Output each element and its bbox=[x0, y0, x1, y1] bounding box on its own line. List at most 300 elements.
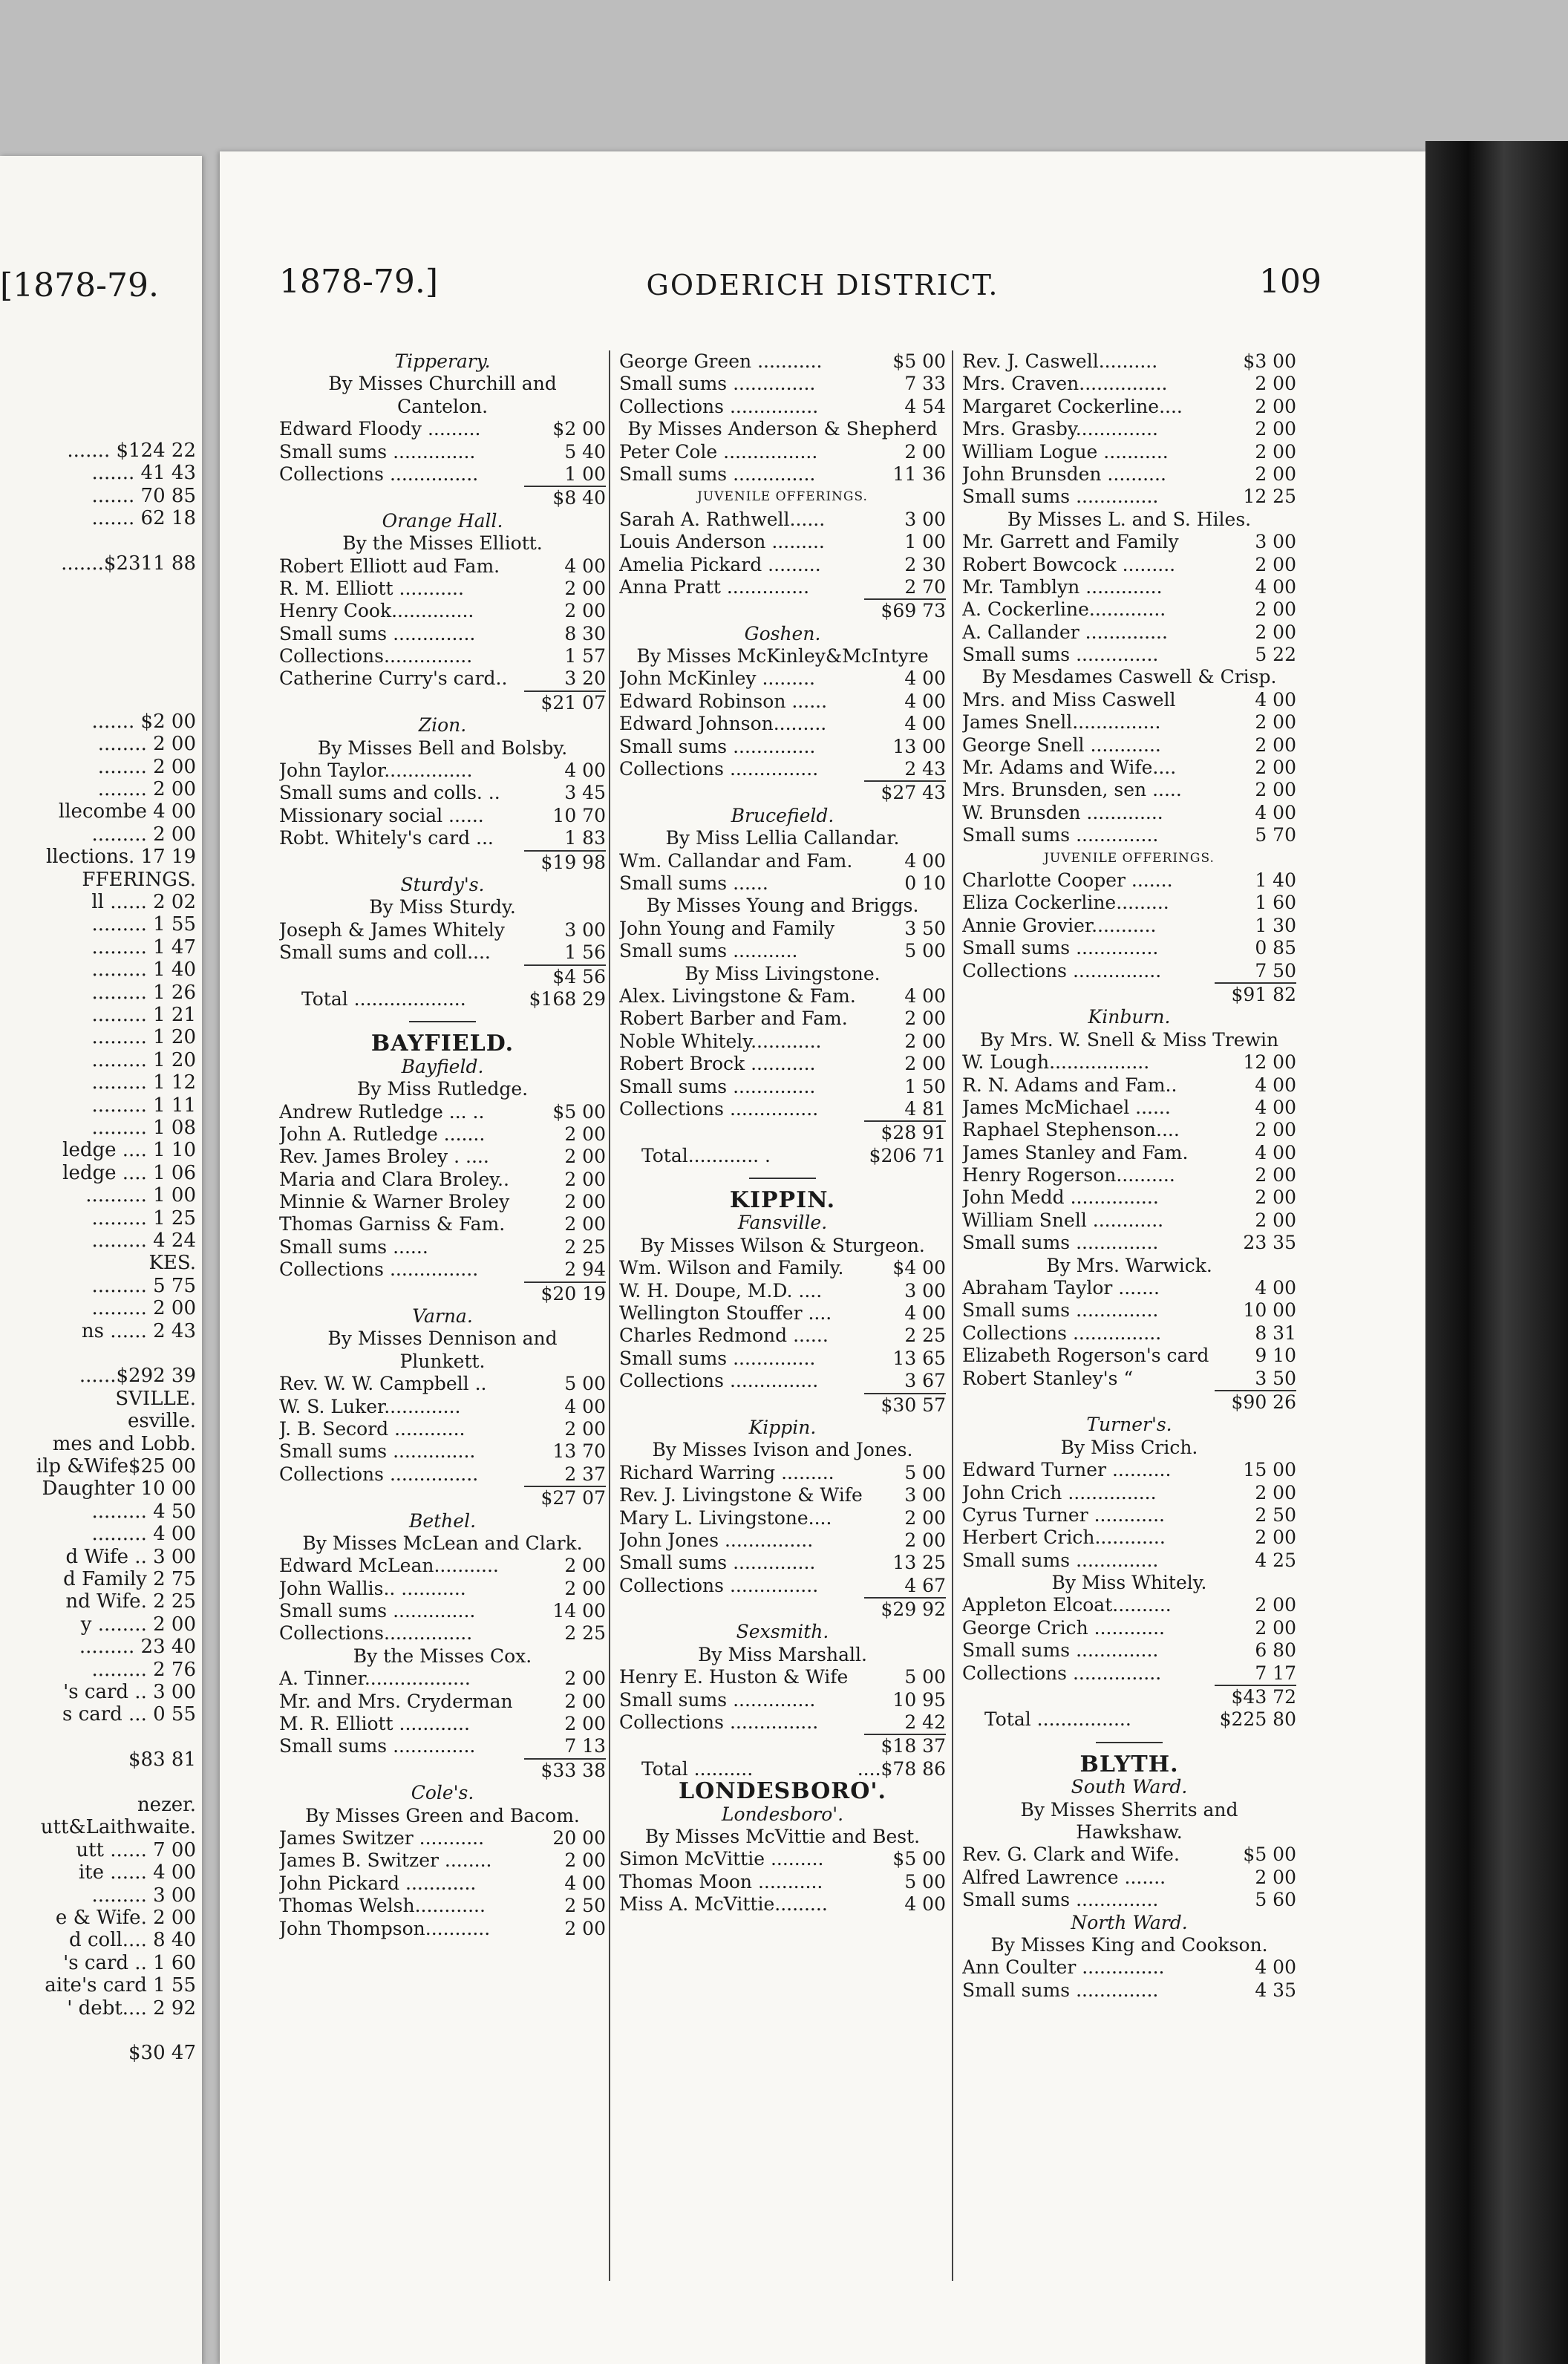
entry-line bbox=[279, 600, 606, 622]
entry-amount: 2 00 bbox=[904, 1030, 946, 1052]
facing-page-line: $30 47 bbox=[128, 2042, 196, 2065]
entry-amount: 10 00 bbox=[1243, 1299, 1296, 1322]
entry-line bbox=[619, 1325, 946, 1347]
entry-amount: 2 00 bbox=[564, 1577, 606, 1599]
entry-amount: 4 00 bbox=[1255, 1277, 1296, 1299]
facing-page-line: 's card .. 3 00 bbox=[63, 1681, 196, 1703]
entry-amount: 2 50 bbox=[1255, 1503, 1296, 1526]
entry-line bbox=[962, 1617, 1296, 1639]
entry-name: Small sums .............. bbox=[962, 1299, 1159, 1322]
entry-name: Thomas Garniss & Fam. bbox=[279, 1213, 506, 1235]
entry-name: Small sums .............. bbox=[279, 440, 476, 463]
entry-line bbox=[619, 985, 946, 1008]
entry-name: Small sums .............. bbox=[962, 1889, 1159, 1911]
column-1 bbox=[279, 350, 606, 1940]
entry-amount: $3 00 bbox=[1243, 350, 1296, 372]
entry-name: Mr. Garrett and Family bbox=[962, 531, 1179, 553]
entry-amount: 4 00 bbox=[1255, 1956, 1296, 1979]
entry-line bbox=[962, 915, 1296, 937]
entry-line bbox=[619, 758, 946, 780]
running-header-district: GODERICH DISTRICT. bbox=[646, 269, 999, 301]
subscriber-heading: By Mrs. W. Snell & Miss Trewin bbox=[979, 1028, 1279, 1051]
entry-name: Small sums .............. bbox=[962, 824, 1159, 846]
entry-line bbox=[279, 1895, 606, 1917]
entry-amount: 4 54 bbox=[904, 395, 946, 417]
entry-name: Collections ............... bbox=[279, 1463, 479, 1485]
facing-page-line: ......... 1 11 bbox=[91, 1094, 196, 1117]
entry-line bbox=[619, 1302, 946, 1325]
entry-amount: 1 50 bbox=[904, 1075, 946, 1097]
entry-amount: 2 00 bbox=[564, 1213, 606, 1235]
entry-line bbox=[619, 1031, 946, 1053]
entry-amount: 4 25 bbox=[1255, 1549, 1296, 1571]
entry-amount: 3 00 bbox=[564, 918, 606, 941]
entry-amount: 4 00 bbox=[564, 555, 606, 577]
entry-name: Edward Johnson......... bbox=[619, 713, 827, 735]
entry-line bbox=[619, 531, 946, 553]
facing-page-line: y ........ 2 00 bbox=[80, 1613, 196, 1636]
juvenile-heading: JUVENILE OFFERINGS. bbox=[1044, 850, 1215, 866]
entry-amount: 7 13 bbox=[564, 1735, 606, 1757]
facing-page-line: ......... 1 08 bbox=[91, 1117, 196, 1139]
entry-name: Edward Robinson ...... bbox=[619, 690, 828, 712]
facing-page-line: mes and Lobb. bbox=[52, 1432, 196, 1455]
entry-line bbox=[279, 782, 606, 804]
entry-line bbox=[962, 598, 1296, 621]
entry-name: John Crich ............... bbox=[962, 1481, 1157, 1503]
entry-line bbox=[962, 1277, 1296, 1299]
subscriber-heading: By the Misses Elliott. bbox=[342, 532, 543, 555]
entry-line bbox=[279, 1191, 606, 1213]
subscriber-heading: By Misses Wilson & Sturgeon. bbox=[640, 1234, 925, 1256]
entry-line bbox=[962, 779, 1296, 801]
subscriber-heading: By Misses McVittie and Best. bbox=[644, 1826, 921, 1847]
entry-name: R. N. Adams and Fam.. bbox=[962, 1074, 1177, 1096]
entry-line bbox=[279, 1463, 606, 1486]
entry-name: John Brunsden .......... bbox=[962, 463, 1166, 485]
subtotal: $29 92 bbox=[864, 1597, 946, 1621]
column-2 bbox=[619, 350, 946, 1916]
entry-line bbox=[279, 1101, 606, 1123]
entry-line bbox=[619, 940, 946, 962]
entry-name: A. Cockerline............. bbox=[962, 598, 1166, 621]
entry-line bbox=[962, 350, 1296, 373]
entry-name: Small sums .............. bbox=[962, 937, 1159, 959]
facing-page-line: ......... 2 00 bbox=[91, 823, 196, 846]
entry-name: Noble Whitely............ bbox=[619, 1030, 822, 1052]
entry-line bbox=[962, 554, 1296, 576]
entry-line bbox=[962, 1956, 1296, 1979]
entry-name: Rev. W. W. Campbell .. bbox=[279, 1373, 487, 1395]
entry-amount: 2 00 bbox=[1255, 621, 1296, 643]
entry-amount: 4 00 bbox=[1255, 1074, 1296, 1096]
entry-name: Thomas Moon ........... bbox=[619, 1870, 823, 1893]
entry-line bbox=[619, 1893, 946, 1916]
entry-line bbox=[619, 872, 946, 895]
entry-amount: 3 50 bbox=[1255, 1367, 1296, 1389]
entry-amount: 2 94 bbox=[564, 1258, 606, 1281]
entry-amount: 5 00 bbox=[904, 940, 946, 962]
facing-page-line: d Family 2 75 bbox=[63, 1568, 196, 1590]
entry-amount: 1 56 bbox=[564, 941, 606, 964]
entry-amount: 4 00 bbox=[904, 849, 946, 872]
entry-name: William Logue ........... bbox=[962, 440, 1169, 463]
entry-name: John Wallis.. ........... bbox=[279, 1577, 466, 1599]
entry-name: Appleton Elcoat.......... bbox=[962, 1594, 1172, 1616]
subtotal: $90 26 bbox=[1215, 1390, 1296, 1414]
subscriber-heading: By Misses Anderson & Shepherd bbox=[627, 418, 938, 440]
entry-name: Small sums .............. bbox=[962, 1639, 1159, 1662]
subscriber-heading: By Misses Sherrits and bbox=[1020, 1798, 1238, 1821]
subtotal: $20 19 bbox=[524, 1281, 606, 1305]
entry-name: James McMichael ...... bbox=[962, 1096, 1171, 1118]
entry-amount: 2 25 bbox=[564, 1622, 606, 1645]
entry-name: Missionary social ...... bbox=[279, 804, 484, 826]
entry-name: Robert Elliott aud Fam. bbox=[279, 555, 500, 577]
entry-name: Small sums .............. bbox=[279, 1735, 476, 1757]
entry-amount: 2 00 bbox=[1255, 1616, 1296, 1639]
entry-amount: 7 50 bbox=[1255, 959, 1296, 982]
entry-line bbox=[962, 531, 1296, 553]
facing-page-line: ......... 1 55 bbox=[91, 913, 196, 936]
entry-name: Small sums ...... bbox=[619, 872, 768, 894]
entry-line bbox=[619, 1575, 946, 1597]
entry-name: George Snell ............ bbox=[962, 734, 1161, 756]
entry-amount: 4 00 bbox=[1255, 801, 1296, 823]
entry-line bbox=[279, 578, 606, 600]
entry-amount: 2 00 bbox=[1255, 463, 1296, 485]
entry-line bbox=[962, 734, 1296, 757]
entry-line bbox=[279, 1872, 606, 1895]
entry-name: Annie Grovier........... bbox=[962, 914, 1157, 936]
page-number: 109 bbox=[1259, 263, 1322, 301]
entry-name: Edward Turner .......... bbox=[962, 1459, 1172, 1481]
entry-line bbox=[962, 1232, 1296, 1254]
subscriber-heading: Cantelon. bbox=[396, 395, 489, 417]
entry-amount: 2 00 bbox=[904, 1506, 946, 1529]
entry-line bbox=[279, 1418, 606, 1440]
entry-name: W. H. Doupe, M.D. .... bbox=[619, 1279, 823, 1302]
entry-name: Wm. Wilson and Family. bbox=[619, 1257, 844, 1279]
entry-amount: 13 65 bbox=[892, 1347, 946, 1369]
facing-page-line: ......... 5 75 bbox=[91, 1274, 196, 1297]
entry-amount: 5 40 bbox=[564, 440, 606, 463]
entry-name: Catherine Curry's card.. bbox=[279, 667, 508, 690]
entry-amount: 11 36 bbox=[892, 463, 946, 485]
entry-amount: 0 85 bbox=[1255, 937, 1296, 959]
entry-name: Elizabeth Rogerson's card bbox=[962, 1345, 1209, 1367]
entry-name: John Thompson........... bbox=[279, 1917, 491, 1939]
entry-name: W. Lough................. bbox=[962, 1051, 1150, 1074]
entry-amount: 2 00 bbox=[1255, 779, 1296, 801]
facing-page-line: ....... 62 18 bbox=[91, 507, 196, 530]
entry-line bbox=[619, 1076, 946, 1098]
entry-line bbox=[279, 1713, 606, 1735]
facing-page-line: .......... 1 00 bbox=[85, 1184, 196, 1207]
entry-amount: 4 67 bbox=[904, 1574, 946, 1596]
entry-name: Thomas Welsh............ bbox=[279, 1895, 486, 1917]
facing-page-line: ......$292 39 bbox=[79, 1365, 196, 1388]
entry-name: John A. Rutledge ....... bbox=[279, 1123, 486, 1145]
entry-line bbox=[619, 1529, 946, 1552]
entry-amount: 2 00 bbox=[904, 440, 946, 463]
entry-amount: 5 00 bbox=[904, 1870, 946, 1893]
entry-name: Small sums .............. bbox=[962, 1979, 1159, 2001]
entry-line bbox=[279, 941, 606, 964]
entry-line bbox=[279, 418, 606, 440]
entry-amount: 2 25 bbox=[904, 1325, 946, 1347]
entry-line bbox=[962, 1594, 1296, 1616]
entry-line bbox=[619, 463, 946, 486]
place-heading: Varna. bbox=[412, 1305, 473, 1328]
entry-name: Abraham Taylor ....... bbox=[962, 1277, 1160, 1299]
entry-amount: $168 29 bbox=[529, 987, 606, 1010]
entry-name: Small sums .............. bbox=[619, 373, 816, 395]
place-heading: Sturdy's. bbox=[400, 873, 485, 895]
entry-amount: 4 00 bbox=[1255, 1141, 1296, 1163]
circuit-heading: LONDESBORO'. bbox=[679, 1778, 886, 1805]
entry-name: Small sums .............. bbox=[279, 1600, 476, 1622]
entry-amount: 13 25 bbox=[892, 1552, 946, 1574]
entry-amount: 2 00 bbox=[1255, 418, 1296, 440]
entry-name: Collections ............... bbox=[619, 1711, 819, 1734]
entry-line bbox=[279, 1849, 606, 1872]
entry-amount: 5 60 bbox=[1255, 1889, 1296, 1911]
entry-name: Collections ............... bbox=[619, 758, 819, 780]
facing-page-header: [1878-79. bbox=[0, 267, 159, 304]
facing-page-line: ......... 4 00 bbox=[91, 1523, 196, 1546]
entry-name: Richard Warring ......... bbox=[619, 1461, 834, 1483]
subscriber-heading: By Miss Rutledge. bbox=[356, 1078, 529, 1100]
subscriber-heading: By the Misses Cox. bbox=[353, 1645, 532, 1667]
entry-amount: 10 70 bbox=[552, 804, 606, 826]
entry-name: Andrew Rutledge ... .. bbox=[279, 1100, 485, 1123]
entry-name: Small sums .............. bbox=[619, 735, 816, 757]
entry-name: George Crich ............ bbox=[962, 1616, 1165, 1639]
entry-amount: 7 17 bbox=[1255, 1662, 1296, 1684]
entry-line bbox=[962, 418, 1296, 440]
entry-line bbox=[619, 441, 946, 463]
subscriber-heading: By Misses Young and Briggs. bbox=[646, 895, 919, 917]
entry-amount: 2 25 bbox=[564, 1235, 606, 1258]
entry-line bbox=[619, 1008, 946, 1030]
facing-page-line: 's card .. 1 60 bbox=[63, 1951, 196, 1974]
entry-line bbox=[962, 1345, 1296, 1367]
entry-line bbox=[279, 1578, 606, 1600]
entry-name: Collections ............... bbox=[962, 959, 1162, 982]
entry-amount: 2 00 bbox=[1255, 598, 1296, 621]
entry-line bbox=[962, 1051, 1296, 1074]
entry-name: Edward McLean........... bbox=[279, 1555, 499, 1577]
place-heading: Fansville. bbox=[737, 1212, 828, 1234]
entry-name: Henry Rogerson.......... bbox=[962, 1164, 1175, 1186]
entry-amount: 2 00 bbox=[564, 1417, 606, 1440]
entry-name: Mrs. and Miss Caswell bbox=[962, 688, 1176, 711]
entry-line bbox=[619, 1257, 946, 1279]
entry-amount: 12 00 bbox=[1243, 1051, 1296, 1074]
facing-page-line: ......... 1 40 bbox=[91, 959, 196, 982]
entry-name: Alfred Lawrence ....... bbox=[962, 1866, 1166, 1888]
subscriber-heading: By Mesdames Caswell & Crisp. bbox=[981, 666, 1277, 688]
subscriber-heading: By Miss Whitely. bbox=[1051, 1572, 1207, 1594]
entry-amount: 23 35 bbox=[1243, 1232, 1296, 1254]
place-heading: Kippin. bbox=[748, 1416, 817, 1438]
entry-line bbox=[279, 1555, 606, 1577]
entry-amount: 2 00 bbox=[564, 600, 606, 622]
entry-amount: 4 00 bbox=[904, 985, 946, 1007]
entry-name: W. Brunsden ............. bbox=[962, 801, 1163, 823]
entry-line bbox=[962, 1504, 1296, 1527]
entry-line bbox=[279, 441, 606, 463]
entry-amount: 2 00 bbox=[1255, 373, 1296, 395]
entry-amount: 4 00 bbox=[904, 667, 946, 690]
entry-line bbox=[279, 919, 606, 941]
entry-line bbox=[279, 1146, 606, 1168]
entry-name: Small sums .............. bbox=[619, 1688, 816, 1711]
entry-line bbox=[962, 1979, 1296, 2002]
entry-amount: 4 00 bbox=[564, 760, 606, 782]
facing-page-line: esville. bbox=[127, 1410, 196, 1433]
entry-amount: $5 00 bbox=[892, 350, 946, 372]
entry-amount: 2 00 bbox=[1255, 1866, 1296, 1888]
entry-line bbox=[962, 802, 1296, 824]
entry-line bbox=[279, 1213, 606, 1235]
entry-line bbox=[279, 623, 606, 645]
entry-amount: 4 00 bbox=[564, 1395, 606, 1417]
facing-page-line: ......... 2 00 bbox=[91, 1297, 196, 1320]
entry-name: William Snell ............ bbox=[962, 1209, 1164, 1231]
entry-name: Small sums ...... bbox=[279, 1235, 428, 1258]
entry-line bbox=[962, 463, 1296, 486]
subscriber-heading: Plunkett. bbox=[399, 1350, 486, 1372]
entry-line bbox=[279, 555, 606, 578]
facing-page-line: ......... 3 00 bbox=[91, 1884, 196, 1907]
entry-amount: $5 00 bbox=[552, 1100, 606, 1123]
subscriber-heading: By Miss Marshall. bbox=[698, 1643, 867, 1665]
facing-page-line: d Wife .. 3 00 bbox=[65, 1545, 196, 1568]
entry-name: Collections............... bbox=[279, 645, 473, 667]
entry-name: Amelia Pickard ......... bbox=[619, 553, 821, 575]
entry-line bbox=[962, 1639, 1296, 1662]
facing-page-line: nezer. bbox=[137, 1794, 196, 1816]
facing-page-line: ......... 1 21 bbox=[91, 1004, 196, 1026]
entry-amount: $2 00 bbox=[552, 418, 606, 440]
subscriber-heading: By Mrs. Warwick. bbox=[1046, 1254, 1212, 1276]
subscriber-heading: By Misses Ivison and Jones. bbox=[652, 1439, 913, 1461]
entry-name: John McKinley ......... bbox=[619, 667, 815, 690]
section-rule bbox=[749, 1178, 816, 1179]
entry-line bbox=[962, 576, 1296, 598]
entry-amount: 2 00 bbox=[564, 1146, 606, 1168]
entry-name: Small sums and colls. .. bbox=[279, 782, 500, 804]
entry-name: Small sums .............. bbox=[279, 1440, 476, 1463]
entry-name: Small sums and coll.... bbox=[279, 941, 491, 964]
entry-amount: 2 00 bbox=[564, 1849, 606, 1872]
entry-amount: 2 37 bbox=[564, 1463, 606, 1485]
place-heading: Bethel. bbox=[408, 1509, 477, 1532]
entry-amount: 2 00 bbox=[904, 1053, 946, 1075]
entry-amount: 5 00 bbox=[904, 1461, 946, 1483]
entry-amount: 4 00 bbox=[904, 1302, 946, 1325]
entry-line bbox=[962, 1097, 1296, 1119]
entry-name: Mary L. Livingstone.... bbox=[619, 1506, 832, 1529]
entry-name: James Snell............... bbox=[962, 711, 1161, 734]
entry-line bbox=[619, 509, 946, 531]
facing-page-line: ......... 1 26 bbox=[91, 981, 196, 1004]
entry-amount: 8 31 bbox=[1255, 1322, 1296, 1344]
entry-line bbox=[619, 1871, 946, 1893]
entry-name: John Jones ............... bbox=[619, 1529, 814, 1551]
subscriber-heading: By Misses Churchill and bbox=[328, 373, 557, 395]
entry-amount: 2 00 bbox=[564, 1690, 606, 1712]
column-divider bbox=[609, 350, 610, 2281]
entry-name: Wm. Callandar and Fam. bbox=[619, 849, 853, 872]
book-spine bbox=[1425, 141, 1568, 2364]
subtotal: $43 72 bbox=[1215, 1685, 1296, 1708]
entry-amount: 5 00 bbox=[904, 1666, 946, 1688]
facing-page-line: e & Wife. 2 00 bbox=[55, 1907, 196, 1929]
entry-line bbox=[619, 396, 946, 418]
entry-line bbox=[619, 1484, 946, 1506]
entry-name: Collections ............... bbox=[619, 1097, 819, 1120]
subscriber-heading: By Miss Sturdy. bbox=[369, 896, 516, 918]
entry-amount: 2 00 bbox=[564, 1555, 606, 1577]
total-line bbox=[619, 1145, 946, 1167]
entry-amount: 2 50 bbox=[564, 1895, 606, 1917]
entry-name: Mr. and Mrs. Cryderman bbox=[279, 1690, 513, 1712]
entry-name: Margaret Cockerline.... bbox=[962, 395, 1183, 417]
place-heading: North Ward. bbox=[1071, 1911, 1188, 1933]
subscriber-heading: By Misses McKinley&McIntyre bbox=[636, 645, 929, 667]
facing-page-line: ........ 2 00 bbox=[97, 778, 196, 800]
facing-page-line: ....... $124 22 bbox=[67, 440, 196, 462]
entry-amount: 2 00 bbox=[564, 1668, 606, 1690]
subtotal: $19 98 bbox=[524, 850, 606, 874]
entry-name: Charles Redmond ...... bbox=[619, 1325, 829, 1347]
entry-line bbox=[962, 441, 1296, 463]
entry-name: Small sums .............. bbox=[279, 622, 476, 644]
entry-line bbox=[962, 711, 1296, 734]
entry-line bbox=[619, 667, 946, 690]
entry-name: Small sums .............. bbox=[619, 1075, 816, 1097]
entry-line bbox=[619, 918, 946, 940]
subscriber-heading: By Miss Lellia Callandar. bbox=[665, 827, 900, 849]
subscriber-heading: Hawkshaw. bbox=[1076, 1821, 1183, 1843]
entry-line bbox=[619, 1280, 946, 1302]
facing-page-line: ......... 1 47 bbox=[91, 936, 196, 959]
entry-amount: 3 00 bbox=[904, 1279, 946, 1302]
subscriber-heading: By Miss Crich. bbox=[1060, 1436, 1198, 1458]
entry-line bbox=[279, 1691, 606, 1713]
entry-line bbox=[279, 827, 606, 849]
entry-amount: 3 20 bbox=[564, 667, 606, 690]
entry-amount: 2 00 bbox=[1255, 1527, 1296, 1549]
entry-line bbox=[619, 1689, 946, 1711]
entry-name: Small sums .............. bbox=[619, 1552, 816, 1574]
subtotal: $18 37 bbox=[864, 1734, 946, 1757]
entry-line bbox=[962, 1527, 1296, 1549]
entry-line bbox=[619, 1348, 946, 1370]
entry-name: Anna Pratt .............. bbox=[619, 575, 810, 598]
entry-name: Small sums ........... bbox=[619, 940, 798, 962]
entry-amount: 10 95 bbox=[892, 1688, 946, 1711]
entry-amount: 1 57 bbox=[564, 645, 606, 667]
entry-amount: 2 00 bbox=[564, 1713, 606, 1735]
entry-line bbox=[279, 1258, 606, 1281]
entry-line bbox=[619, 850, 946, 872]
entry-name: Herbert Crich............ bbox=[962, 1527, 1166, 1549]
entry-line bbox=[619, 1711, 946, 1734]
